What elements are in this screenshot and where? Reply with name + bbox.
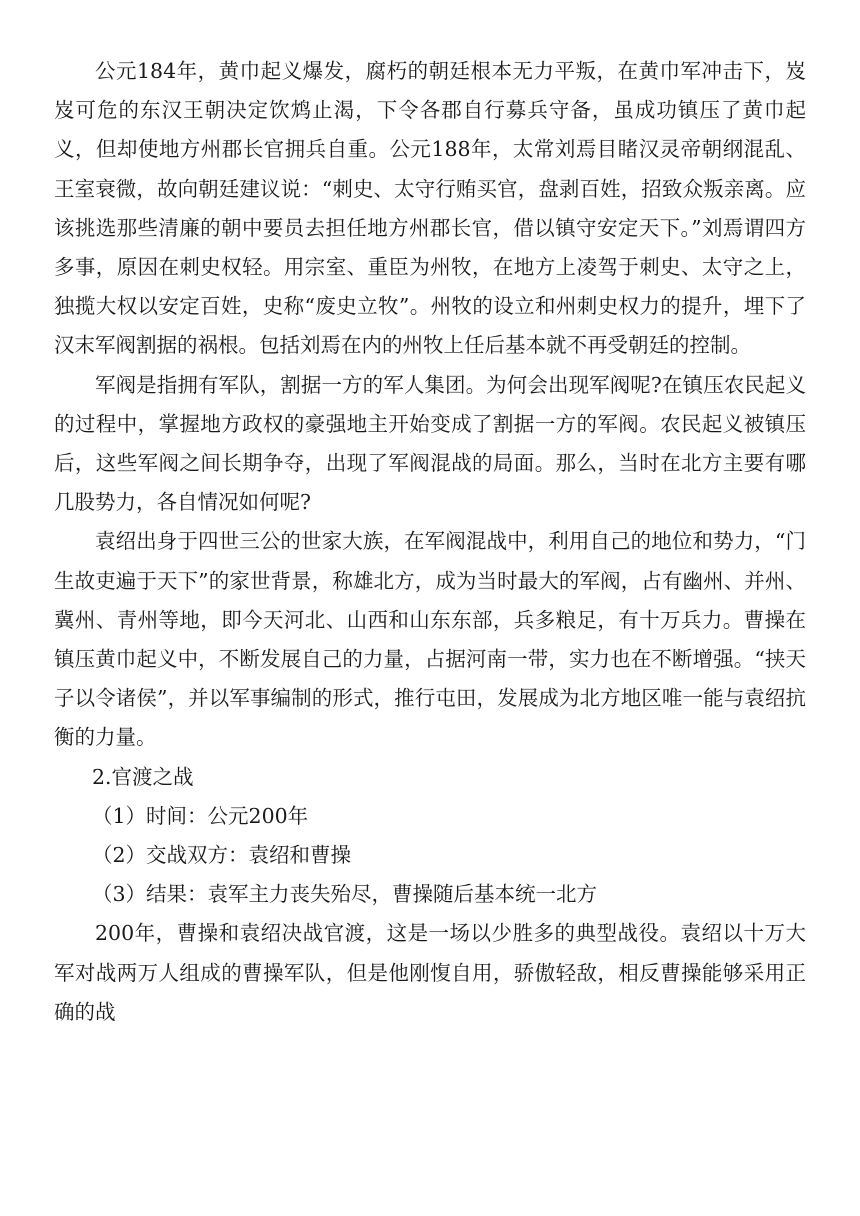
list-item-time: （1）时间：公元200年: [92, 803, 309, 828]
section-heading: 2.官渡之战: [92, 764, 194, 789]
paragraph-yellow-turban: 公元184年，黄巾起义爆发，腐朽的朝廷根本无力平叛，在黄巾军冲击下，岌岌可危的东汉王朝决定饮鸩止渴，下令各郡自行募兵守备，虽成功镇压了黄巾起义，但却使地方州郡长官拥兵自重。公元188年，太常刘焉目睹汉灵帝朝纲混乱、王室衰微，故向朝廷建议说：“刺史、太守行贿买官，盘剥百姓，招致众叛亲离。应该挑选那些清廉的朝中要员去担任地方州郡长官，借以镇守安定天下。”刘焉谓四方多事，原因在刺史权轻。用宗室、重臣为州牧，在地方上凌驾于刺史、太守之上，独揽大权以安定百姓，史称“废史立牧”。州牧的设立和州刺史权力的提升，埋下了汉末军阀割据的祸根。包括刘焉在内的州牧上任后基本就不再受朝廷的控制。: [54, 59, 806, 358]
document-body: [54, 52, 806, 1032]
paragraph-warlords: 军阀是指拥有军队，割据一方的军人集团。为何会出现军阀呢?在镇压农民起义的过程中，掌握地方政权的豪强地主开始变成了割据一方的军阀。农民起义被镇压后，这些军阀之间长期争夺，出现了军阀混战的局面。那么，当时在北方主要有哪几股势力，各自情况如何呢?: [54, 372, 806, 515]
list-item-parties: （2）交战双方：袁绍和曹操: [92, 843, 352, 868]
paragraph-battle-guandu: 200年，曹操和袁绍决战官渡，这是一场以少胜多的典型战役。袁绍以十万大军对战两万人组成的曹操军队，但是他刚愎自用，骄傲轻敌，相反曹操能够采用正确的战: [54, 921, 806, 1024]
list-item-result: （3）结果：袁军主力丧失殆尽，曹操随后基本统一北方: [92, 882, 598, 907]
paragraph-yuan-shao-cao-cao: 袁绍出身于四世三公的世家大族，在军阀混战中，利用自己的地位和势力，“门生故吏遍于天下”的家世背景，称雄北方，成为当时最大的军阀，占有幽州、并州、冀州、青州等地，即今天河北、山西和山东东部，兵多粮足，有十万兵力。曹操在镇压黄巾起义中，不断发展自己的力量，占据河南一带，实力也在不断增强。“挟天子以令诸侯”，并以军事编制的形式，推行屯田，发展成为北方地区唯一能与袁绍抗衡的力量。: [54, 529, 806, 750]
